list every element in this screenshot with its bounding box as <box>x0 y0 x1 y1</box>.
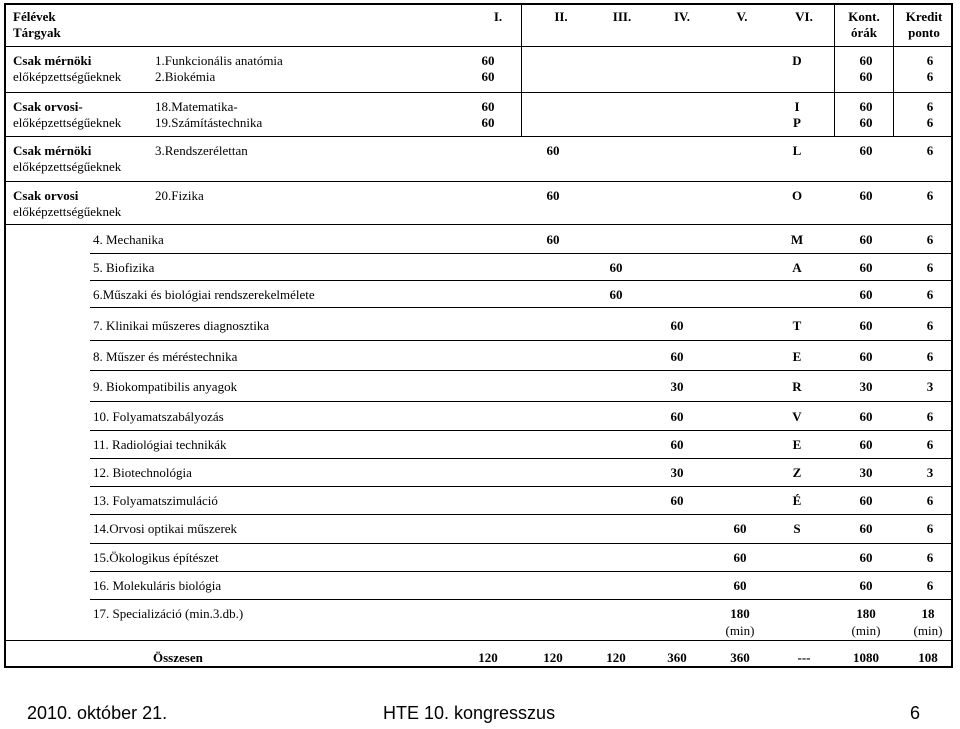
contact-hours: 30 <box>859 379 873 394</box>
contact-hours: 60 <box>859 53 873 68</box>
credit-points: 6 <box>926 188 934 203</box>
semester-hours: 60 <box>670 493 684 508</box>
contact-hours: 60 <box>859 188 873 203</box>
semester-hours: 30 <box>670 379 684 394</box>
prereq-group-label: Csak mérnöki <box>13 143 92 158</box>
header-semester-1: I. <box>493 9 503 24</box>
credit-points: 6 <box>926 493 934 508</box>
vertical-letter: A <box>792 260 802 275</box>
contact-hours: 60 <box>859 143 873 158</box>
totals-semester-2: 120 <box>543 650 563 665</box>
header-subjects-label: Tárgyak <box>13 25 61 40</box>
row-separator <box>90 486 953 487</box>
subject-name: 14.Orvosi optikai műszerek <box>93 521 238 536</box>
credit-points: 6 <box>926 143 934 158</box>
subject-name: 17. Specializáció (min.3.db.) <box>93 606 244 621</box>
curriculum-table <box>4 3 953 668</box>
semester-hours: 30 <box>670 465 684 480</box>
credit-points: 6 <box>926 521 934 536</box>
row-separator <box>90 280 953 281</box>
subject-name: 3.Rendszerélettan <box>155 143 248 158</box>
minimum-note: (min) <box>913 623 943 638</box>
vertical-letter: L <box>792 143 802 158</box>
subject-name: 13. Folyamatszimuláció <box>93 493 218 508</box>
header-semester-5: V. <box>736 9 748 24</box>
row-separator <box>90 599 953 600</box>
vertical-letter: E <box>792 437 802 452</box>
semester-hours: 60 <box>546 188 560 203</box>
row-separator <box>90 514 953 515</box>
vertical-letter: D <box>792 53 802 68</box>
row-separator <box>90 307 953 308</box>
vertical-letter: I <box>794 99 800 114</box>
header-contact-hours-line1: Kont. <box>848 9 880 24</box>
header-semester-6: VI. <box>795 9 813 24</box>
header-contact-hours-line2: órák <box>851 25 877 40</box>
totals-semester-3: 120 <box>606 650 626 665</box>
prereq-group-label: Csak mérnöki <box>13 53 92 68</box>
vertical-letter: T <box>792 318 802 333</box>
subject-name: 6.Műszaki és biológiai rendszerekelmélete <box>93 287 315 302</box>
footer-page-number: 6 <box>910 703 921 723</box>
row-separator <box>90 571 953 572</box>
row-separator <box>90 370 953 371</box>
contact-hours: 60 <box>859 115 873 130</box>
credit-points: 18 <box>921 606 935 621</box>
semester-hours: 60 <box>481 53 495 68</box>
vertical-letter: E <box>792 349 802 364</box>
prereq-group-sublabel: előképzettségűeknek <box>13 69 122 84</box>
prereq-group-sublabel: előképzettségűeknek <box>13 159 122 174</box>
semester-hours: 60 <box>609 260 623 275</box>
header-semesters-label: Félévek <box>13 9 56 24</box>
row-separator <box>90 253 953 254</box>
semester-hours: 60 <box>670 409 684 424</box>
vertical-letter: V <box>792 409 802 424</box>
contact-hours: 60 <box>859 550 873 565</box>
subject-name: 2.Biokémia <box>155 69 216 84</box>
subject-name: 18.Matematika- <box>155 99 238 114</box>
credit-points: 3 <box>926 465 934 480</box>
contact-hours: 60 <box>859 69 873 84</box>
contact-hours: 60 <box>859 578 873 593</box>
semester-hours: 60 <box>670 318 684 333</box>
row-separator <box>4 46 953 47</box>
semester-hours: 60 <box>733 578 747 593</box>
subject-name: 15.Ökologikus építészet <box>93 550 219 565</box>
subject-name: 16. Molekuláris biológia <box>93 578 222 593</box>
vertical-letter: O <box>791 188 803 203</box>
contact-hours: 60 <box>859 287 873 302</box>
header-credit-line1: Kredit <box>905 9 943 24</box>
totals-semester-6: --- <box>797 650 811 665</box>
credit-points: 6 <box>926 349 934 364</box>
totals-semester-5: 360 <box>730 650 750 665</box>
subject-name: 11. Radiológiai technikák <box>93 437 227 452</box>
totals-contact-hours: 1080 <box>853 650 879 665</box>
subject-name: 8. Műszer és méréstechnika <box>93 349 238 364</box>
row-separator <box>90 340 953 341</box>
row-separator <box>4 181 953 182</box>
contact-hours: 60 <box>859 409 873 424</box>
credit-points: 6 <box>926 437 934 452</box>
semester-hours: 60 <box>546 232 560 247</box>
subject-name: 9. Biokompatibilis anyagok <box>93 379 238 394</box>
totals-semester-1: 120 <box>478 650 498 665</box>
vertical-letter: S <box>793 521 801 536</box>
semester-hours: 60 <box>481 115 495 130</box>
credit-points: 6 <box>926 287 934 302</box>
row-separator <box>4 136 953 137</box>
vertical-letter: É <box>792 493 802 508</box>
contact-hours: 30 <box>859 465 873 480</box>
subject-name: 1.Funkcionális anatómia <box>155 53 283 68</box>
credit-points: 3 <box>926 379 934 394</box>
header-semester-4: IV. <box>673 9 691 24</box>
totals-credit: 108 <box>918 650 938 665</box>
semester-hours: 60 <box>670 437 684 452</box>
contact-hours: 60 <box>859 493 873 508</box>
semester-hours: 60 <box>609 287 623 302</box>
prereq-group-sublabel: előképzettségűeknek <box>13 115 122 130</box>
header-semester-3: III. <box>612 9 632 24</box>
subject-name: 20.Fizika <box>155 188 204 203</box>
minimum-note: (min) <box>851 623 881 638</box>
totals-semester-4: 360 <box>667 650 687 665</box>
subject-name: 10. Folyamatszabályozás <box>93 409 224 424</box>
footer-event: HTE 10. kongresszus <box>383 703 556 723</box>
column-separator <box>834 4 835 136</box>
semester-hours: 60 <box>733 550 747 565</box>
credit-points: 6 <box>926 260 934 275</box>
column-separator <box>521 4 522 136</box>
vertical-letter: R <box>792 379 802 394</box>
prereq-group-label: Csak orvosi- <box>13 99 83 114</box>
subject-name: 5. Biofizika <box>93 260 155 275</box>
contact-hours: 60 <box>859 232 873 247</box>
vertical-letter: Z <box>792 465 802 480</box>
column-separator <box>893 4 894 136</box>
footer-date: 2010. október 21. <box>27 703 168 723</box>
credit-points: 6 <box>926 232 934 247</box>
header-credit-line2: ponto <box>908 25 940 40</box>
subject-name: 12. Biotechnológia <box>93 465 192 480</box>
row-separator <box>90 401 953 402</box>
credit-points: 6 <box>926 318 934 333</box>
row-separator <box>4 92 953 93</box>
row-separator <box>90 543 953 544</box>
credit-points: 6 <box>926 409 934 424</box>
contact-hours: 60 <box>859 99 873 114</box>
row-separator <box>90 430 953 431</box>
contact-hours: 60 <box>859 521 873 536</box>
subject-name: 7. Klinikai műszeres diagnosztika <box>93 318 270 333</box>
semester-hours: 60 <box>670 349 684 364</box>
row-separator <box>90 458 953 459</box>
semester-hours: 180 <box>730 606 750 621</box>
credit-points: 6 <box>926 578 934 593</box>
semester-hours: 60 <box>481 99 495 114</box>
semester-hours: 60 <box>546 143 560 158</box>
credit-points: 6 <box>926 69 934 84</box>
vertical-letter: P <box>793 115 801 130</box>
contact-hours: 60 <box>859 349 873 364</box>
vertical-letter: M <box>790 232 804 247</box>
credit-points: 6 <box>926 115 934 130</box>
row-separator <box>4 640 953 641</box>
credit-points: 6 <box>926 53 934 68</box>
totals-label: Összesen <box>153 650 203 665</box>
contact-hours: 60 <box>859 260 873 275</box>
credit-points: 6 <box>926 550 934 565</box>
contact-hours: 60 <box>859 318 873 333</box>
header-semester-2: II. <box>554 9 568 24</box>
subject-name: 19.Számítástechnika <box>155 115 263 130</box>
minimum-note: (min) <box>725 623 755 638</box>
semester-hours: 60 <box>481 69 495 84</box>
semester-hours: 60 <box>733 521 747 536</box>
prereq-group-sublabel: előképzettségűeknek <box>13 204 122 219</box>
row-separator <box>4 224 953 225</box>
prereq-group-label: Csak orvosi <box>13 188 79 203</box>
contact-hours: 180 <box>856 606 876 621</box>
contact-hours: 60 <box>859 437 873 452</box>
subject-name: 4. Mechanika <box>93 232 164 247</box>
credit-points: 6 <box>926 99 934 114</box>
